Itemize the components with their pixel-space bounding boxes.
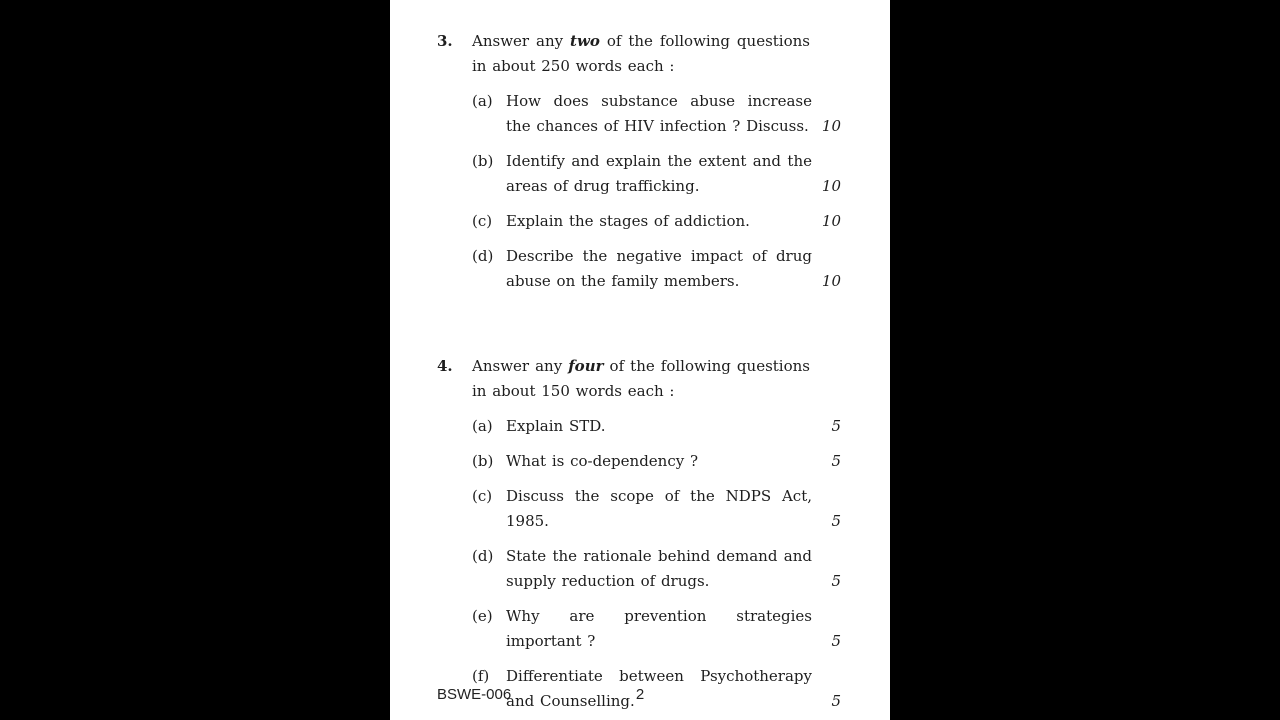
subquestion-3d-marks: 10 (821, 272, 841, 290)
subquestion-4b-marks: 5 (831, 452, 841, 470)
subquestion-3c-text-block (506, 209, 841, 234)
subquestion-4a-text-block (506, 414, 841, 439)
subquestion-4f-text: Differentiate between Psychotherapy and Counselling. (506, 667, 812, 710)
subquestion-3b (472, 149, 890, 199)
question-3-intro (472, 29, 810, 79)
subquestion-4b-text-block (506, 449, 841, 474)
subquestion-4d-text-block (506, 544, 841, 594)
subquestion-4a (472, 414, 890, 439)
subquestion-4f-marks: 5 (831, 692, 841, 710)
subquestion-3b-text: Identify and explain the extent and the areas of drug trafficking. (506, 152, 812, 195)
subquestion-3b-marks: 10 (821, 177, 841, 195)
subquestion-4c (472, 484, 890, 534)
question-4-intro-prefix: Answer any (472, 357, 569, 375)
subquestion-4a-label: (a) (472, 417, 493, 435)
subquestion-4e-marks: 5 (831, 632, 841, 650)
subquestion-4d-marks: 5 (831, 572, 841, 590)
subquestion-3a-label: (a) (472, 92, 493, 110)
page-footer (390, 687, 890, 703)
subquestion-4d (472, 544, 890, 594)
subquestion-3a-marks: 10 (821, 117, 841, 135)
subquestion-3b-text-block (506, 149, 841, 199)
subquestion-3d-text: Describe the negative impact of drug abuse on the family members. (506, 247, 812, 290)
subquestion-4a-text: Explain STD. (506, 417, 606, 435)
subquestion-3c-text: Explain the stages of addiction. (506, 212, 750, 230)
question-3-intro-keyword: two (570, 32, 600, 50)
subquestion-3a-text: How does substance abuse increase the chances of HIV infection ? Discuss. (506, 92, 812, 135)
subquestion-4b-text: What is co-dependency ? (506, 452, 699, 470)
left-black-bar (0, 0, 390, 720)
subquestion-4e (472, 604, 890, 654)
subquestion-4c-text-block (506, 484, 841, 534)
course-code: BSWE-006 (437, 686, 512, 703)
subquestion-4a-marks: 5 (831, 417, 841, 435)
question-3-body (472, 29, 890, 294)
subquestion-3a (472, 89, 890, 139)
subquestion-3c (472, 209, 890, 234)
subquestion-4e-label: (e) (472, 607, 493, 625)
page-number: 2 (635, 686, 645, 703)
subquestion-3c-marks: 10 (821, 212, 841, 230)
page-content (390, 0, 890, 714)
subquestion-3d (472, 244, 890, 294)
question-4-number: 4. (437, 357, 453, 375)
subquestion-3a-text-block (506, 89, 841, 139)
subquestion-4c-marks: 5 (831, 512, 841, 530)
subquestion-4d-label: (d) (472, 547, 494, 565)
subquestion-3c-label: (c) (472, 212, 493, 230)
subquestion-4e-text: Why are prevention strategies important ? (506, 607, 812, 650)
subquestion-4c-label: (c) (472, 487, 493, 505)
question-4-body (472, 354, 890, 714)
question-4-intro-keyword: four (568, 357, 604, 375)
subquestion-4c-text: Discuss the scope of the NDPS Act, 1985. (506, 487, 812, 530)
subquestion-4b-label: (b) (472, 452, 494, 470)
question-3 (437, 29, 890, 294)
question-4-intro-suffix: of the following questions in about 150 words each : (472, 357, 810, 400)
question-4 (437, 354, 890, 714)
subquestion-3b-label: (b) (472, 152, 494, 170)
subquestion-4d-text: State the rationale behind demand and supply reduction of drugs. (506, 547, 812, 590)
subquestion-3d-text-block (506, 244, 841, 294)
right-black-bar (890, 0, 1280, 720)
exam-paper-page (390, 0, 890, 720)
subquestion-4f-label: (f) (472, 667, 490, 685)
subquestion-3d-label: (d) (472, 247, 494, 265)
question-3-number: 3. (437, 32, 453, 50)
question-3-intro-prefix: Answer any (472, 32, 571, 50)
question-4-intro (472, 354, 810, 404)
subquestion-4b (472, 449, 890, 474)
subquestion-4e-text-block (506, 604, 841, 654)
question-3-intro-suffix: of the following questions in about 250 words each : (472, 32, 810, 75)
